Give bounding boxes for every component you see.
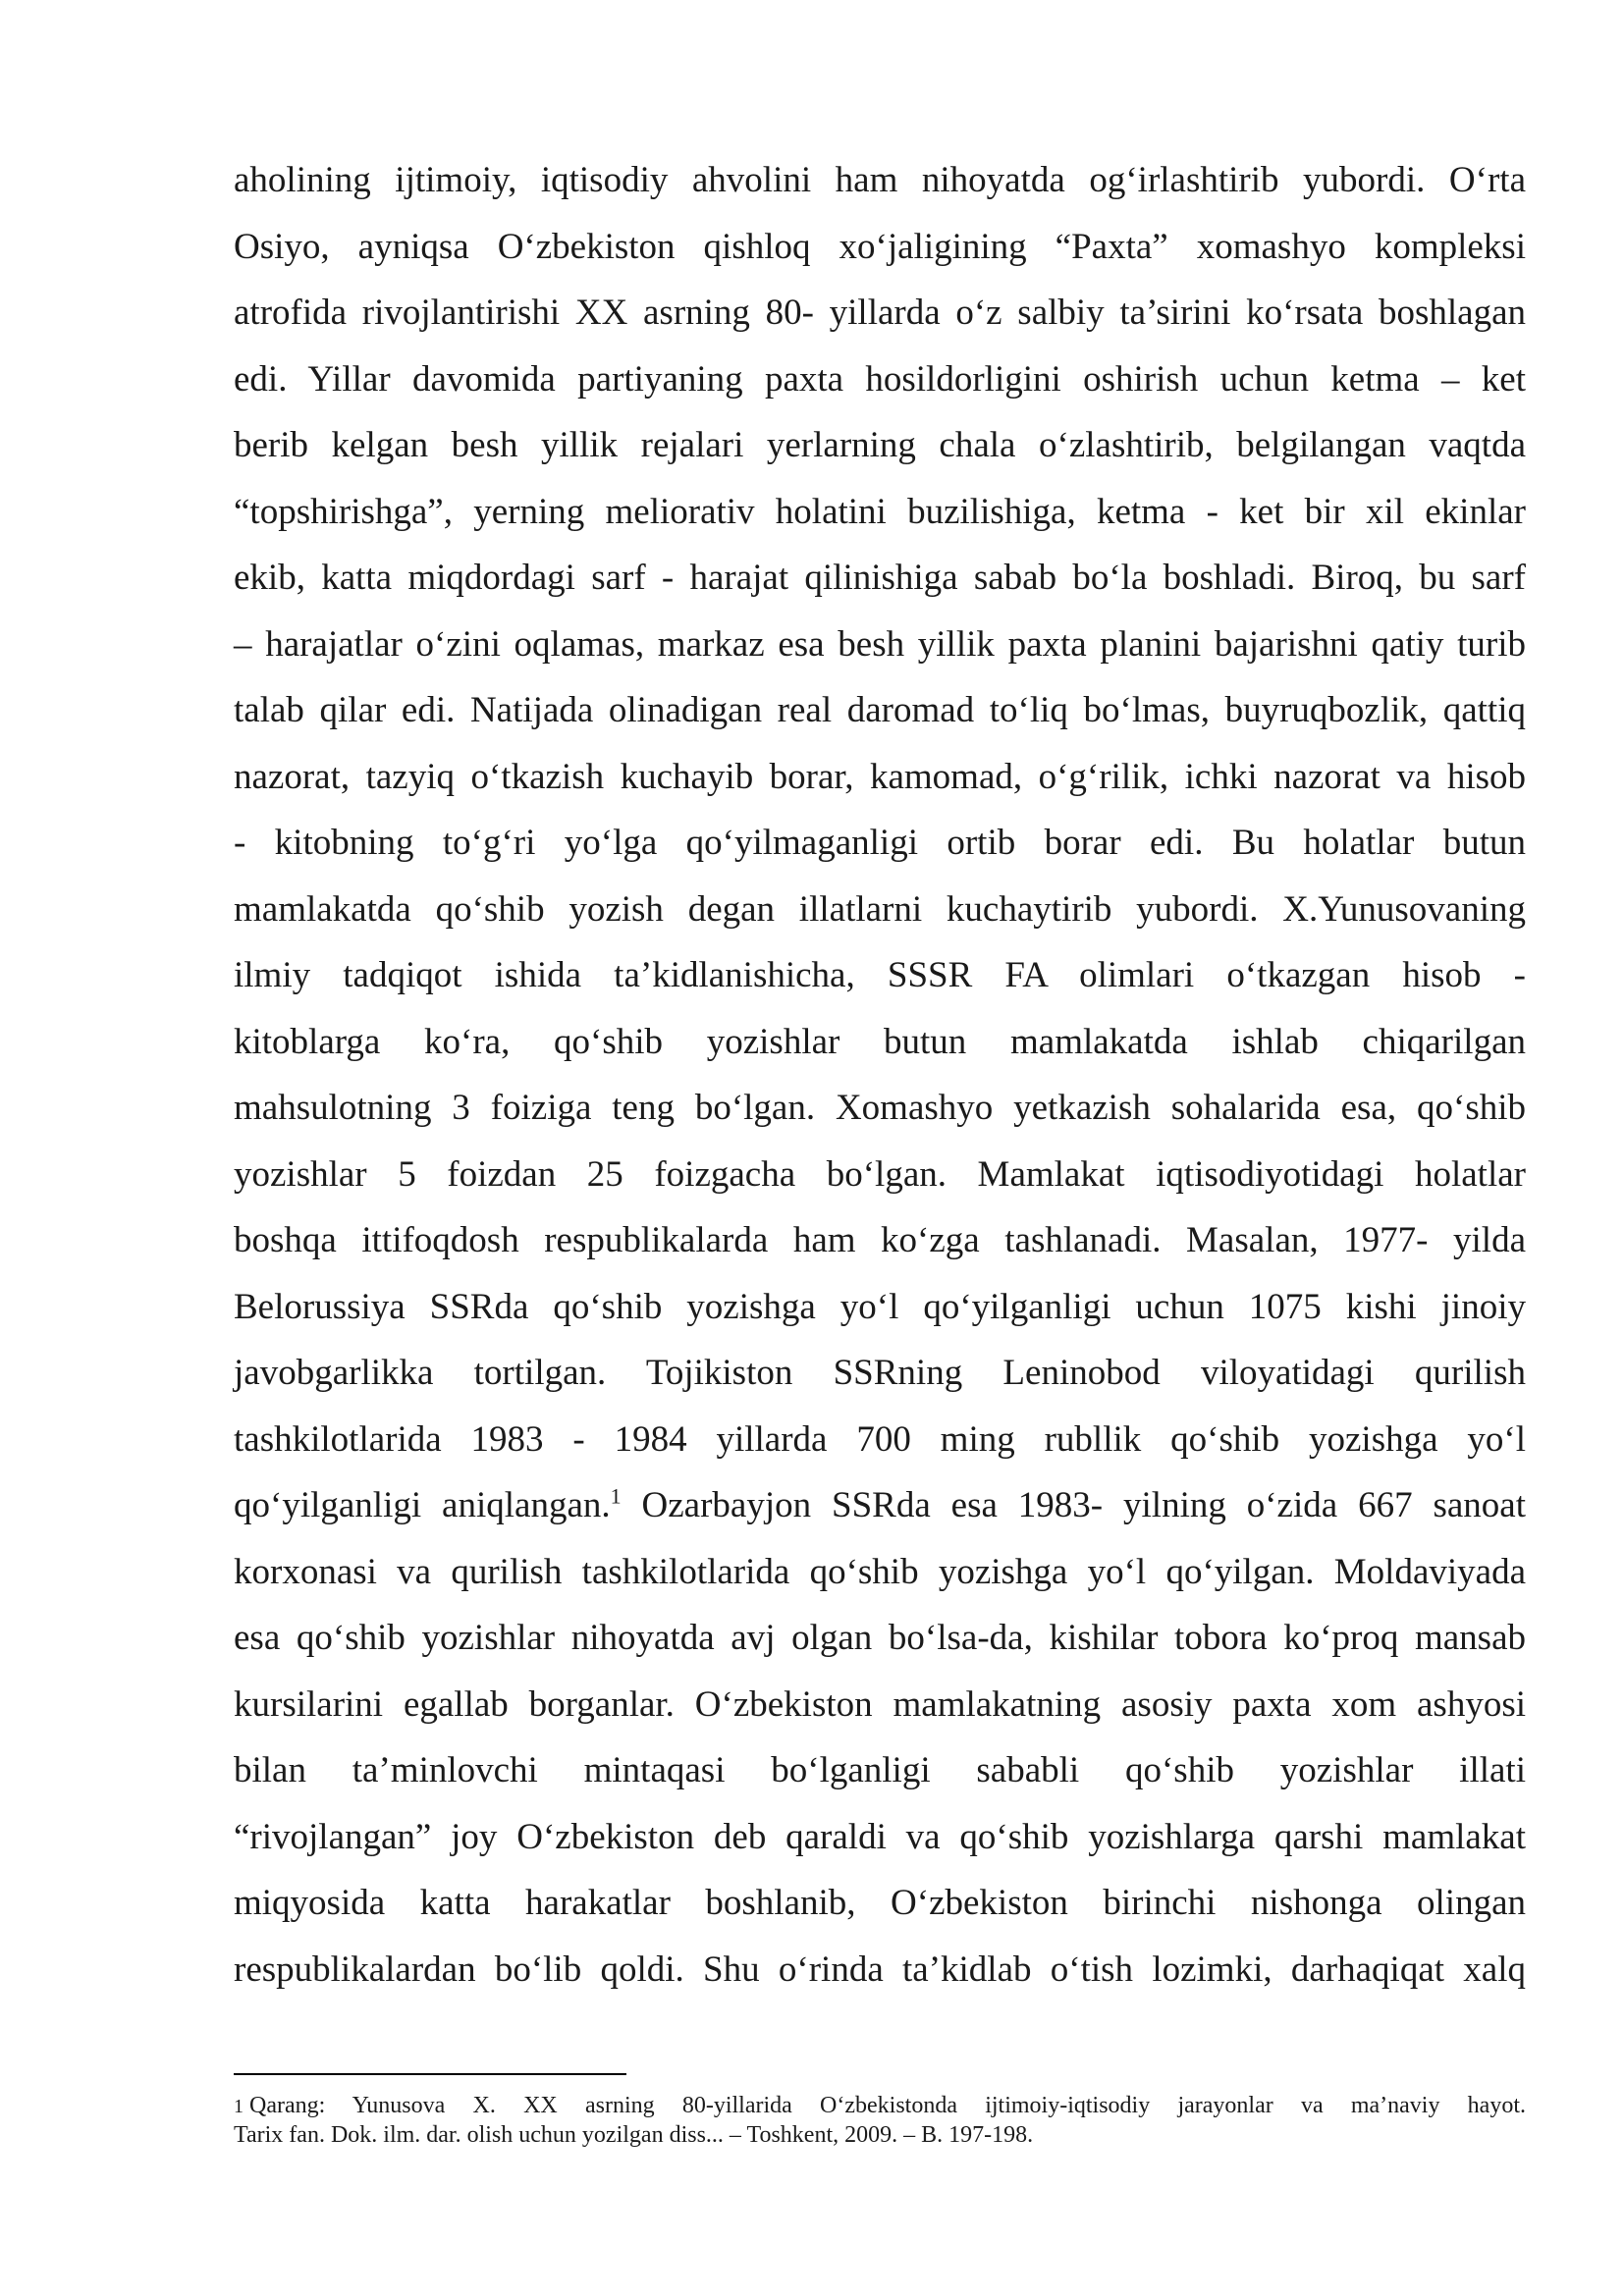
footnote-text: Qarang: Yunusova X. XX asrning 80-yillarida O‘zbekistonda ijtimoiy-iqtisodiy jarayonlar va ma’naviy hayot. [249,2093,1526,2118]
text-line: mamlakatda qo‘shib yozish degan illatlarni kuchaytirib yubordi. X.Yunusovaning [234,888,1526,930]
text-line: Belorussiya SSRda qo‘shib yozishga yo‘l qo‘yilganligi uchun 1075 kishi jinoiy [234,1286,1526,1327]
text-line: respublikalardan bo‘lib qoldi. Shu o‘rinda ta’kidlab o‘tish lozimki, darhaqiqat xalq [234,1949,1526,1990]
text-line: edi. Yillar davomida partiyaning paxta hosildorligini oshirish uchun ketma – ket [234,358,1526,400]
text-segment: Ozarbayjon SSRda esa 1983- yilning o‘zida 667 sanoat [621,1485,1526,1525]
text-line: yozishlar 5 foizdan 25 foizgacha bo‘lgan. Mamlakat iqtisodiyotidagi holatlar [234,1153,1526,1195]
text-line: talab qilar edi. Natijada olinadigan real daromad to‘liq bo‘lmas, buyruqbozlik, qattiq [234,690,1526,730]
text-line: esa qo‘shib yozishlar nihoyatda avj olgan bo‘lsa-da, kishilar tobora ko‘proq mansab [234,1618,1526,1658]
text-line: boshqa ittifoqdosh respublikalarda ham ko‘zga tashlanadi. Masalan, 1977- yilda [234,1220,1526,1260]
text-segment: qo‘yilganligi aniqlangan. [234,1485,611,1525]
text-line: korxonasi va qurilish tashkilotlarida qo‘shib yozishga yo‘l qo‘yilgan. Moldaviyada [234,1551,1526,1592]
footnote-reference[interactable]: 1 [610,1483,622,1509]
text-line: bilan ta’minlovchi mintaqasi bo‘lganligi sababli qo‘shib yozishlar illati [234,1750,1526,1790]
text-line: “topshirishga”, yerning meliorativ holatini buzilishiga, ketma - ket bir xil ekinlar [234,491,1526,532]
text-line: nazorat, tazyiq o‘tkazish kuchayib borar, kamomad, o‘g‘rilik, ichki nazorat va hisob [234,756,1526,797]
footnote-separator [234,2073,626,2075]
text-line: kursilarini egallab borganlar. O‘zbekiston mamlakatning asosiy paxta xom ashyosi [234,1683,1526,1725]
text-line: – harajatlar o‘zini oqlamas, markaz esa besh yillik paxta planini bajarishni qatiy turib [234,623,1526,665]
body-text [234,147,1526,2002]
text-line: ekib, katta miqdordagi sarf - harajat qilinishiga sabab bo‘la boshladi. Biroq, bu sarf [234,558,1526,598]
text-line: Osiyo, ayniqsa O‘zbekiston qishloq xo‘jaligining “Paxta” xomashyo kompleksi [234,226,1526,267]
footnote-marker: 1 [234,2096,244,2117]
text-line: javobgarlikka tortilgan. Tojikiston SSRning Leninobod viloyatidagi qurilish [234,1353,1526,1393]
text-line: mahsulotning 3 foiziga teng bo‘lgan. Xomashyo yetkazish sohalarida esa, qo‘shib [234,1088,1526,1128]
text-line: kitoblarga ko‘ra, qo‘shib yozishlar butun mamlakatda ishlab chiqarilgan [234,1021,1526,1062]
text-line-with-footnote [234,1472,1526,1539]
text-line: - kitobning to‘g‘ri yo‘lga qo‘yilmaganligi ortib borar edi. Bu holatlar butun [234,823,1526,863]
text-line: aholining ijtimoiy, iqtisodiy ahvolini ham nihoyatda og‘irlashtirib yubordi. O‘rta [234,160,1526,200]
text-line: tashkilotlarida 1983 - 1984 yillarda 700 ming rubllik qo‘shib yozishga yo‘l [234,1418,1526,1460]
text-line: “rivojlangan” joy O‘zbekiston deb qaraldi va qo‘shib yozishlarga qarshi mamlakat [234,1816,1526,1857]
footnote-line: Tarix fan. Dok. ilm. dar. olish uchun yozilgan diss... – Toshkent, 2009. – B. 197-198. [234,2122,1034,2148]
text-line: miqyosida katta harakatlar boshlanib, O‘zbekiston birinchi nishonga olingan [234,1883,1526,1923]
text-line: berib kelgan besh yillik rejalari yerlarning chala o‘zlashtirib, belgilangan vaqtda [234,425,1526,465]
text-line: atrofida rivojlantirishi XX asrning 80- yillarda o‘z salbiy ta’sirini ko‘rsata boshlagan [234,293,1526,333]
text-line: ilmiy tadqiqot ishida ta’kidlanishicha, SSSR FA olimlari o‘tkazgan hisob - [234,955,1526,995]
footnote [234,2091,1526,2150]
footnote-line [234,2091,1526,2120]
